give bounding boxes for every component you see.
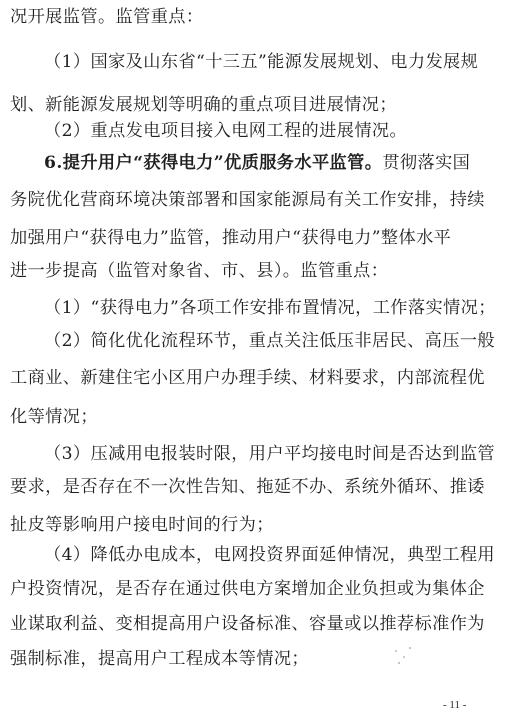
text-line <box>0 120 508 142</box>
text-line <box>0 152 508 174</box>
text-line <box>0 476 508 498</box>
text-line <box>0 443 508 465</box>
text-segment: （2）简化优化流程环节，重点关注低压非居民、高压一般 <box>44 331 496 351</box>
text-segment: 户投资情况，是否存在通过供电方案增加企业负担或为集体企 <box>10 579 485 599</box>
text-segment: 贯彻落实国 <box>382 153 471 173</box>
text-segment: （2）重点发电项目接入电网工程的进展情况。 <box>44 121 408 141</box>
text-line <box>0 94 508 116</box>
text-segment: （1）国家及山东省“十三五”能源发展规划、电力发展规 <box>44 52 479 72</box>
text-line <box>0 578 508 600</box>
text-segment: 扯皮等影响用户接电时间的行为； <box>10 515 274 535</box>
text-segment: 加强用户“获得电力”监管，推动用户“获得电力”整体水平 <box>10 228 452 248</box>
text-segment: 况开展监管。监管重点： <box>10 7 204 27</box>
text-segment: 强制标准，提高用户工程成本等情况； <box>10 649 309 669</box>
text-line <box>0 514 508 536</box>
text-segment: 化等情况； <box>10 407 98 427</box>
scan-speck <box>403 656 405 658</box>
text-segment: 要求，是否存在不一次性告知、拖延不办、系统外循环、推诿 <box>10 477 485 497</box>
text-segment: （4）降低办电成本，电网投资界面延伸情况，典型工程用 <box>44 545 496 565</box>
text-line <box>0 51 508 73</box>
text-line <box>0 260 508 282</box>
text-line <box>0 297 508 319</box>
scan-speck <box>409 647 411 649</box>
text-line <box>0 648 508 670</box>
section-heading: 6.提升用户“获得电力”优质服务水平监管。 <box>44 153 383 173</box>
text-line <box>0 330 508 352</box>
text-line <box>0 613 508 635</box>
page-number: - 11 - <box>443 699 467 711</box>
text-line <box>0 227 508 249</box>
text-line <box>0 406 508 428</box>
text-line <box>0 544 508 566</box>
text-line <box>0 189 508 211</box>
text-segment: 务院优化营商环境决策部署和国家能源局有关工作安排，持续 <box>10 190 485 210</box>
text-segment: 业谋取利益、变相提高用户设备标准、容量或以推荐标准作为 <box>10 614 485 634</box>
scan-speck <box>398 662 400 664</box>
text-segment: 进一步提高（监管对象省、市、县）。监管重点： <box>10 261 389 281</box>
text-segment: （1）“获得电力”各项工作安排布置情况，工作落实情况； <box>44 298 496 318</box>
text-segment: 划、新能源发展规划等明确的重点项目进展情况； <box>10 95 397 115</box>
text-line <box>0 6 508 28</box>
scan-speck <box>395 650 397 652</box>
text-line <box>0 367 508 389</box>
text-segment: （3）压减用电报装时限，用户平均接电时间是否达到监管 <box>44 444 496 464</box>
text-segment: 工商业、新建住宅小区用户办理手续、材料要求，内部流程优 <box>10 368 485 388</box>
